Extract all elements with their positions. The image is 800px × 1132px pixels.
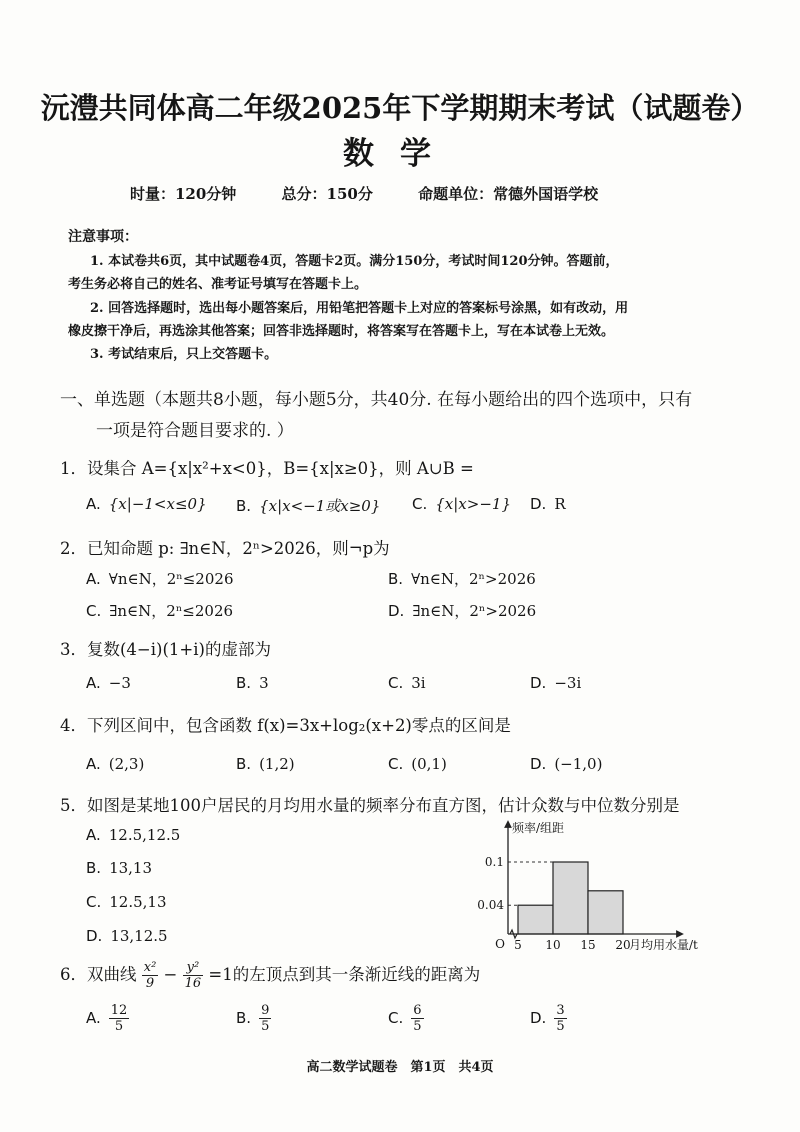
exam-unit: 命题单位：常德外国语学校 [418,185,599,203]
q4-option-d[interactable]: D. (−1,0) [530,755,603,773]
question-6-stem: 6．双曲线 $\frac{\text{x²}}{9}$ − $\frac{\text{y²}}{16}$ =1的左顶点到其一条渐近线的距离为 [60,960,481,991]
q3-option-c[interactable]: C. 3i [388,674,426,692]
histogram-y-tick-1: 0.04 [477,898,504,913]
question-1-stem: 1．设集合 A={x|x²+x<0}，B={x|x≥0}，则 A∪B = [60,459,474,478]
histogram-bar-2 [588,891,623,934]
q6-option-c[interactable]: C. $\frac{6}{5}$ [388,1003,422,1034]
q1-option-d[interactable]: D. R [530,495,566,513]
notice-item-1-cont: 考生务必将自己的姓名、准考证号填写在答题卡上。 [68,277,368,292]
question-5-stem: 5．如图是某地100户居民的月均用水量的频率分布直方图，估计众数与中位数分别是 [60,796,680,815]
q1-option-a[interactable]: A. {x|−1<x≤0} [86,495,207,513]
histogram-bar-1 [553,862,588,934]
question-3-stem: 3．复数(4−i)(1+i)的虚部为 [60,640,271,659]
q2-option-b[interactable]: B. ∀n∈N，2ⁿ>2026 [388,570,536,588]
question-4-stem: 4．下列区间中，包含函数 f(x)=3x+log₂(x+2)零点的区间是 [60,716,511,735]
notice-title: 注意事项： [68,229,138,245]
q4-option-b[interactable]: B. (1,2) [236,755,295,773]
q6-fraction-y: $\frac{\text{y²}}{16}$ [184,960,202,991]
histogram-y-label: 频率/组距 [512,821,565,835]
q1-option-b[interactable]: B. {x|x<−1或x≥0} [236,497,381,515]
frequency-histogram [468,818,698,952]
histogram-x-tick-0: 5 [514,938,522,952]
q4-option-c[interactable]: C. (0,1) [388,755,447,773]
q5-option-c[interactable]: C. 12.5,13 [86,893,167,911]
q4-option-a[interactable]: A. (2,3) [86,755,145,773]
q2-option-d[interactable]: D. ∃n∈N，2ⁿ>2026 [388,602,537,620]
histogram-bar-0 [518,905,553,934]
exam-time: 时量：120分钟 [130,185,237,203]
q5-option-b[interactable]: B. 13,13 [86,859,153,877]
q6-option-b[interactable]: B. $\frac{9}{5}$ [236,1003,270,1034]
q5-option-a[interactable]: A. 12.5,12.5 [86,826,181,844]
histogram-origin-label: O [495,937,505,951]
histogram-x-tick-2: 15 [580,938,596,952]
exam-meta [130,183,638,204]
notice-item-2: 2. 回答选择题时，选出每小题答案后，用铅笔把答题卡上对应的答案标号涂黑，如有改动，用 [90,301,629,316]
section-heading: 一、单选题（本题共8小题，每小题5分，共40分. 在每小题给出的四个选项中，只有 [60,390,693,410]
histogram-x-tick-3: 20 [615,938,631,952]
histogram-x-tick-1: 10 [545,938,561,952]
notice-item-2-cont: 橡皮擦干净后，再选涂其他答案；回答非选择题时，将答案写在答题卡上，写在本试卷上无效。 [68,324,615,339]
exam-total: 总分：150分 [281,185,373,203]
q2-option-c[interactable]: C. ∃n∈N，2ⁿ≤2026 [86,602,234,620]
q3-option-d[interactable]: D. −3i [530,674,582,692]
exam-title: 沅澧共同体高二年级2025年下学期期末考试（试题卷） [40,91,760,125]
q3-option-a[interactable]: A. −3 [86,674,131,692]
histogram-x-label: 月均用水量/t [629,938,698,952]
notice-item-3: 3. 考试结束后，只上交答题卡。 [90,347,278,362]
page-footer: 高二数学试题卷 第1页 共4页 [306,1060,494,1075]
q6-fraction-x: $\frac{\text{x²}}{9}$ [143,960,157,991]
q5-option-d[interactable]: D. 13,12.5 [86,927,168,945]
q6-option-a[interactable]: A. $\frac{12}{5}$ [86,1003,128,1034]
subject-title: 数学 [343,136,457,172]
q1-option-c[interactable]: C. {x|x>−1} [412,495,511,513]
q3-option-b[interactable]: B. 3 [236,674,269,692]
histogram-y-tick-0: 0.1 [484,855,504,869]
q6-option-d[interactable]: D. $\frac{3}{5}$ [530,1003,565,1034]
section-heading-cont: 一项是符合题目要求的. ） [96,421,294,441]
question-2-stem: 2．已知命题 p: ∃n∈N，2ⁿ>2026，则¬p为 [60,539,390,558]
q2-option-a[interactable]: A. ∀n∈N，2ⁿ≤2026 [86,570,234,588]
notice-item-1: 1. 本试卷共6页，其中试题卷4页，答题卡2页。满分150分，考试时间120分钟。答题前， [90,254,619,269]
